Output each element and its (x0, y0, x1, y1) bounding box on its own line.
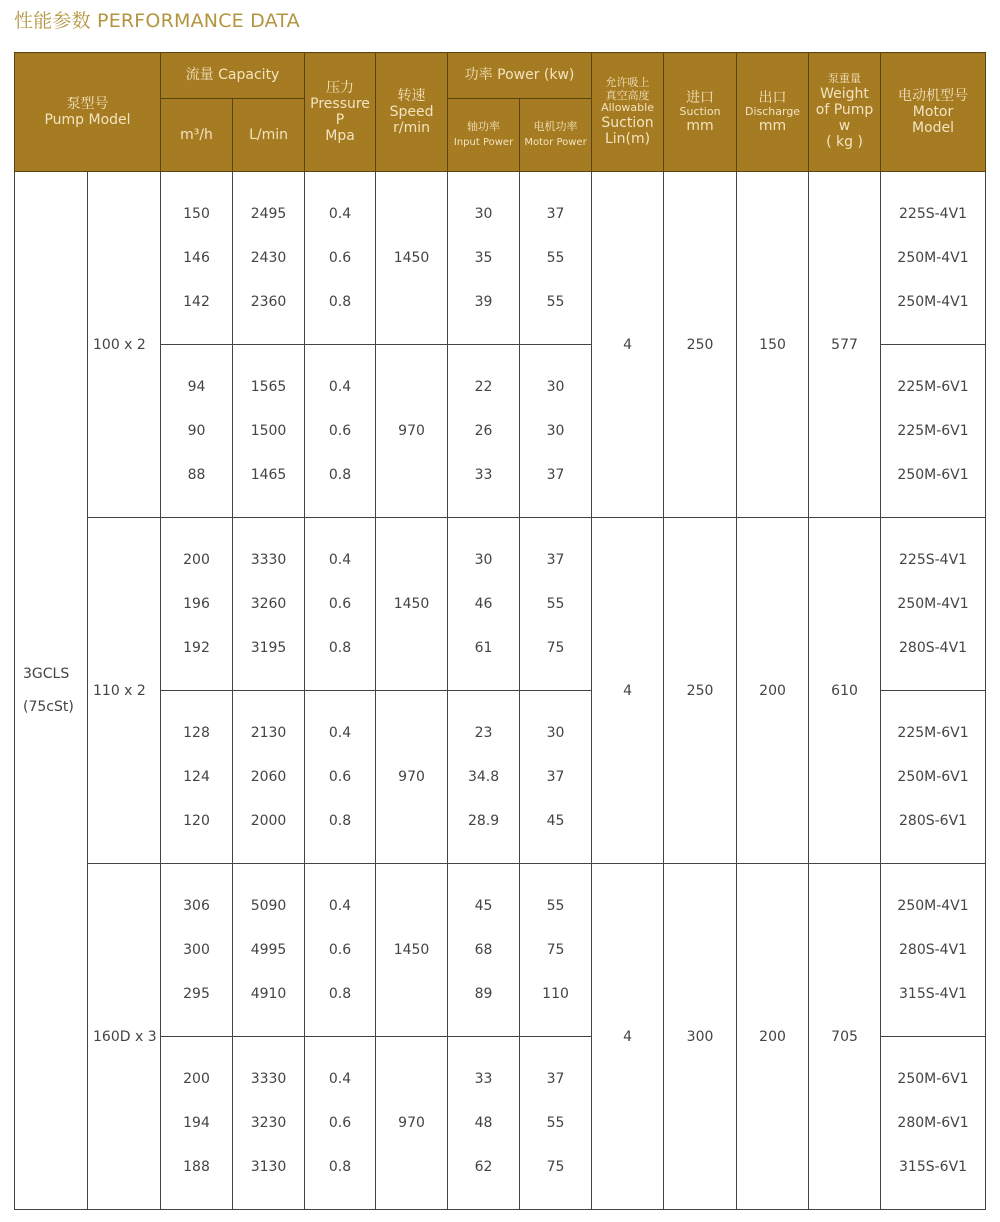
pressure-value: 0.6 (328, 942, 352, 958)
capacity-lmin-value: 2360 (250, 294, 287, 310)
motor-model (881, 1037, 986, 1210)
suction-lift: 4 (592, 518, 664, 864)
pump-size: 160D x 3 (88, 864, 161, 1210)
input-power-value: 23 (474, 725, 493, 741)
capacity-lmin-value: 4995 (250, 942, 287, 958)
input-power-value: 30 (474, 206, 493, 222)
header-power: 功率 Power (kw) (448, 53, 592, 99)
motor-model (881, 345, 986, 518)
capacity-m3h-value: 300 (183, 942, 210, 958)
motor-model-value: 250M-6V1 (897, 769, 969, 785)
motor-power-value: 55 (546, 294, 565, 310)
motor-model (881, 518, 986, 691)
capacity-m3h-value: 94 (187, 379, 206, 395)
capacity-lmin-value: 3130 (250, 1159, 287, 1175)
motor-power (520, 345, 592, 518)
page-title: 性能参数 PERFORMANCE DATA (14, 10, 300, 32)
pressure (305, 345, 376, 518)
capacity-m3h (161, 172, 233, 345)
motor-model-value: 250M-4V1 (897, 294, 969, 310)
pressure-value: 0.4 (328, 725, 352, 741)
header-motor-model: 电动机型号 Motor Model (881, 53, 986, 172)
motor-power-value: 75 (546, 942, 565, 958)
motor-power (520, 864, 592, 1037)
capacity-lmin (233, 172, 305, 345)
motor-model-value: 280S-4V1 (899, 942, 968, 958)
capacity-m3h-value: 128 (183, 725, 210, 741)
speed: 970 (376, 1037, 448, 1210)
performance-table (14, 52, 986, 1210)
input-power-value: 35 (474, 250, 493, 266)
pressure-value: 0.4 (328, 206, 352, 222)
motor-power-value: 55 (546, 1115, 565, 1131)
input-power (448, 691, 520, 864)
motor-power (520, 172, 592, 345)
motor-power-value: 37 (546, 467, 565, 483)
capacity-lmin (233, 1037, 305, 1210)
motor-model-value: 225S-4V1 (899, 552, 968, 568)
motor-power-value: 37 (546, 1071, 565, 1087)
capacity-m3h (161, 1037, 233, 1210)
motor-power (520, 691, 592, 864)
header-pump-model: 泵型号 Pump Model (15, 53, 161, 172)
header-suction-lift: 允许吸上 真空高度 Allowable Suction Lin(m) (592, 53, 664, 172)
motor-power-value: 45 (546, 813, 565, 829)
motor-power-value: 55 (546, 596, 565, 612)
pressure-value: 0.8 (328, 640, 352, 656)
header-capacity-m3h: m³/h (161, 99, 233, 172)
input-power (448, 864, 520, 1037)
suction-lift: 4 (592, 864, 664, 1210)
capacity-lmin-value: 2060 (250, 769, 287, 785)
capacity-m3h-value: 88 (187, 467, 206, 483)
pressure (305, 864, 376, 1037)
capacity-lmin (233, 864, 305, 1037)
motor-power (520, 1037, 592, 1210)
table-row (15, 864, 986, 1037)
input-power-value: 28.9 (467, 813, 500, 829)
header-suction: 进口 Suction mm (664, 53, 737, 172)
pump-weight: 577 (809, 172, 881, 518)
capacity-m3h-value: 306 (183, 898, 210, 914)
motor-power-value: 110 (542, 986, 569, 1002)
speed: 1450 (376, 518, 448, 691)
motor-power-value: 37 (546, 552, 565, 568)
pressure-value: 0.8 (328, 1159, 352, 1175)
pressure-value: 0.4 (328, 379, 352, 395)
capacity-m3h (161, 691, 233, 864)
header-capacity: 流量 Capacity (161, 53, 305, 99)
capacity-lmin-value: 3330 (250, 1071, 287, 1087)
suction-diameter: 250 (664, 518, 737, 864)
capacity-lmin (233, 518, 305, 691)
header-input-power: 轴功率 Input Power (448, 99, 520, 172)
pressure (305, 691, 376, 864)
header-weight: 泵重量 Weight of Pump w ( kg ) (809, 53, 881, 172)
motor-power-value: 30 (546, 725, 565, 741)
capacity-m3h (161, 518, 233, 691)
capacity-lmin-value: 4910 (250, 986, 287, 1002)
speed: 1450 (376, 172, 448, 345)
motor-model (881, 172, 986, 345)
motor-power-value: 37 (546, 769, 565, 785)
input-power-value: 34.8 (467, 769, 500, 785)
capacity-m3h-value: 194 (183, 1115, 210, 1131)
capacity-m3h-value: 142 (183, 294, 210, 310)
capacity-m3h-value: 120 (183, 813, 210, 829)
motor-model-value: 250M-6V1 (897, 1071, 969, 1087)
motor-model-value: 280S-6V1 (899, 813, 968, 829)
capacity-lmin-value: 1565 (250, 379, 287, 395)
motor-model-value: 280S-4V1 (899, 640, 968, 656)
capacity-m3h (161, 864, 233, 1037)
capacity-m3h-value: 196 (183, 596, 210, 612)
motor-model-value: 315S-6V1 (899, 1159, 968, 1175)
motor-power-value: 75 (546, 640, 565, 656)
pressure-value: 0.6 (328, 250, 352, 266)
discharge-diameter: 200 (737, 864, 809, 1210)
model-viscosity: (75cSt) (23, 698, 74, 715)
motor-model-value: 280M-6V1 (897, 1115, 969, 1131)
capacity-lmin-value: 2430 (250, 250, 287, 266)
capacity-m3h-value: 295 (183, 986, 210, 1002)
capacity-lmin-value: 5090 (250, 898, 287, 914)
header-capacity-lmin: L/min (233, 99, 305, 172)
capacity-lmin-value: 3195 (250, 640, 287, 656)
input-power-value: 30 (474, 552, 493, 568)
capacity-m3h (161, 345, 233, 518)
motor-model-value: 315S-4V1 (899, 986, 968, 1002)
motor-model-value: 225M-6V1 (897, 423, 969, 439)
header-motor-power: 电机功率 Motor Power (520, 99, 592, 172)
suction-lift: 4 (592, 172, 664, 518)
speed: 970 (376, 345, 448, 518)
input-power-value: 89 (474, 986, 493, 1002)
pump-weight: 610 (809, 518, 881, 864)
capacity-lmin-value: 2000 (250, 813, 287, 829)
header-discharge: 出口 Discharge mm (737, 53, 809, 172)
capacity-m3h-value: 188 (183, 1159, 210, 1175)
pressure (305, 1037, 376, 1210)
capacity-m3h-value: 146 (183, 250, 210, 266)
capacity-lmin-value: 3230 (250, 1115, 287, 1131)
input-power-value: 22 (474, 379, 493, 395)
capacity-m3h-value: 200 (183, 552, 210, 568)
input-power (448, 345, 520, 518)
motor-model-value: 250M-6V1 (897, 467, 969, 483)
suction-diameter: 250 (664, 172, 737, 518)
discharge-diameter: 150 (737, 172, 809, 518)
motor-model (881, 864, 986, 1037)
model-name-cell (15, 172, 88, 1210)
table-row (15, 518, 986, 691)
capacity-lmin-value: 1500 (250, 423, 287, 439)
motor-model-value: 250M-4V1 (897, 898, 969, 914)
input-power-value: 61 (474, 640, 493, 656)
header-pressure: 压力 Pressure P Mpa (305, 53, 376, 172)
motor-power-value: 55 (546, 250, 565, 266)
pump-size: 110 x 2 (88, 518, 161, 864)
motor-model (881, 691, 986, 864)
input-power (448, 518, 520, 691)
pump-weight: 705 (809, 864, 881, 1210)
input-power (448, 172, 520, 345)
pressure (305, 172, 376, 345)
capacity-m3h-value: 150 (183, 206, 210, 222)
input-power-value: 45 (474, 898, 493, 914)
pressure (305, 518, 376, 691)
motor-power-value: 55 (546, 898, 565, 914)
capacity-lmin-value: 2130 (250, 725, 287, 741)
motor-power-value: 30 (546, 379, 565, 395)
capacity-lmin-value: 3260 (250, 596, 287, 612)
capacity-m3h-value: 90 (187, 423, 206, 439)
input-power-value: 33 (474, 1071, 493, 1087)
pump-size: 100 x 2 (88, 172, 161, 518)
motor-power (520, 518, 592, 691)
pressure-value: 0.8 (328, 813, 352, 829)
speed: 1450 (376, 864, 448, 1037)
pressure-value: 0.6 (328, 769, 352, 785)
input-power-value: 33 (474, 467, 493, 483)
input-power-value: 39 (474, 294, 493, 310)
capacity-m3h-value: 192 (183, 640, 210, 656)
pressure-value: 0.8 (328, 294, 352, 310)
pressure-value: 0.6 (328, 596, 352, 612)
input-power-value: 26 (474, 423, 493, 439)
pressure-value: 0.4 (328, 552, 352, 568)
suction-diameter: 300 (664, 864, 737, 1210)
capacity-lmin-value: 1465 (250, 467, 287, 483)
capacity-lmin-value: 2495 (250, 206, 287, 222)
header-speed: 转速 Speed r/min (376, 53, 448, 172)
pressure-value: 0.6 (328, 1115, 352, 1131)
pressure-value: 0.4 (328, 898, 352, 914)
input-power-value: 62 (474, 1159, 493, 1175)
motor-model-value: 250M-4V1 (897, 250, 969, 266)
input-power-value: 46 (474, 596, 493, 612)
capacity-lmin-value: 3330 (250, 552, 287, 568)
discharge-diameter: 200 (737, 518, 809, 864)
motor-model-value: 225S-4V1 (899, 206, 968, 222)
input-power-value: 48 (474, 1115, 493, 1131)
capacity-lmin (233, 345, 305, 518)
capacity-m3h-value: 200 (183, 1071, 210, 1087)
motor-power-value: 30 (546, 423, 565, 439)
capacity-lmin (233, 691, 305, 864)
input-power (448, 1037, 520, 1210)
motor-power-value: 37 (546, 206, 565, 222)
capacity-m3h-value: 124 (183, 769, 210, 785)
motor-model-value: 250M-4V1 (897, 596, 969, 612)
speed: 970 (376, 691, 448, 864)
table-row (15, 172, 986, 345)
pressure-value: 0.6 (328, 423, 352, 439)
pressure-value: 0.8 (328, 467, 352, 483)
pressure-value: 0.4 (328, 1071, 352, 1087)
motor-model-value: 225M-6V1 (897, 725, 969, 741)
input-power-value: 68 (474, 942, 493, 958)
model-name: 3GCLS (23, 666, 70, 683)
motor-model-value: 225M-6V1 (897, 379, 969, 395)
pressure-value: 0.8 (328, 986, 352, 1002)
motor-power-value: 75 (546, 1159, 565, 1175)
